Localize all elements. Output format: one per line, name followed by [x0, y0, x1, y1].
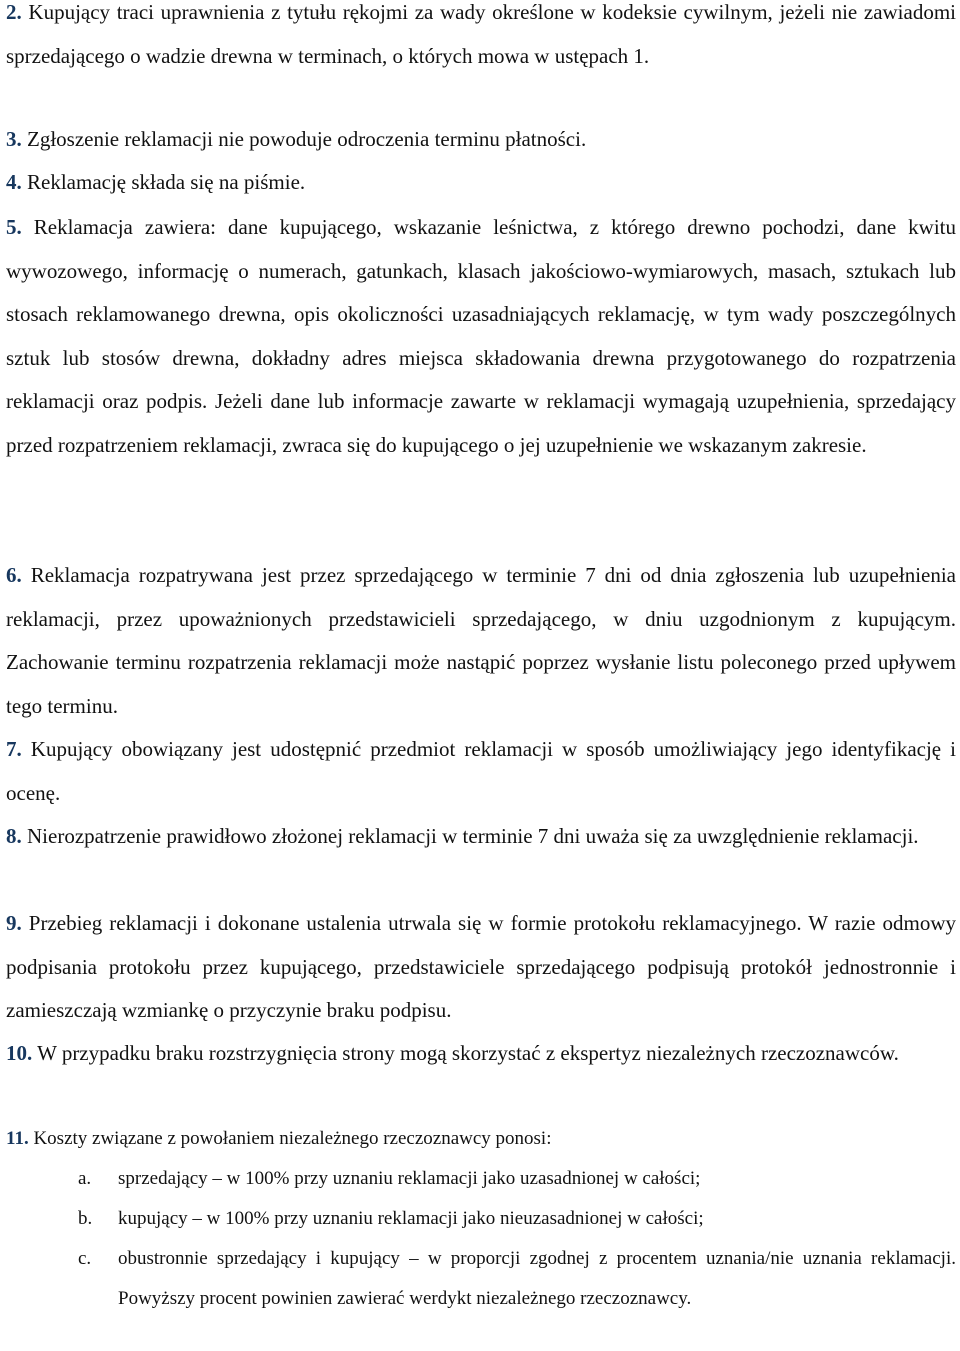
paragraph-2 [6, 0, 956, 78]
paragraph-10 [6, 1032, 956, 1076]
paragraph-number: 5. [6, 215, 22, 239]
paragraph-number: 6. [6, 563, 22, 587]
paragraph-9 [6, 902, 956, 1033]
paragraph-text: Kupujący obowiązany jest udostępnić przedmiot reklamacji w sposób umożliwiający jego identyfikację i ocenę. [6, 737, 956, 805]
paragraph-3 [6, 118, 956, 162]
paragraph-number: 10. [6, 1041, 33, 1065]
paragraph-number: 8. [6, 824, 22, 848]
paragraph-text: Reklamację składa się na piśmie. [27, 170, 306, 194]
paragraph-5 [6, 206, 956, 467]
paragraph-7 [6, 728, 956, 815]
paragraph-text: Kupujący traci uprawnienia z tytułu rękojmi za wady określone w kodeksie cywilnym, jeżeli nie zawiadomi sprzedającego o wadzie drewna w terminach, o których mowa w ustępach 1. [6, 0, 957, 68]
paragraph-text: Reklamacja zawiera: dane kupującego, wskazanie leśnictwa, z którego drewno pochodzi, dane kwitu wywozowego, informację o numerach, gatunkach, klasach jakościowo-wymiarowych, masach, sztukach lub stosach reklamowanego drewna, opis okoliczności uzasadniających reklamację, w tym wady poszczególnych sztuk lub stosów drewna, dokładny adres miejsca składowania drewna przygotowanego do rozpatrzenia reklamacji oraz podpis. Jeżeli dane lub informacje zawarte w reklamacji wymagają uzupełnienia, sprzedający przed rozpatrzeniem reklamacji, zwraca się do kupującego o jej uzupełnienie we wskazanym zakresie. [6, 215, 956, 457]
paragraph-text: Koszty związane z powołaniem niezależnego rzeczoznawcy ponosi: [33, 1128, 552, 1149]
subitem-label: b. [78, 1208, 93, 1229]
subitem-a [78, 1159, 956, 1199]
subitem-label: c. [78, 1248, 92, 1269]
paragraph-number: 4. [6, 170, 22, 194]
paragraph-number: 7. [6, 737, 22, 761]
paragraph-number: 11. [6, 1128, 29, 1149]
subitem-text: obustronnie sprzedający i kupujący – w proporcji zgodnej z procentem uznania/nie uznania reklamacji. Powyższy procent powinien zawierać werdykt niezależnego rzeczoznawcy. [118, 1248, 956, 1309]
paragraph-text: W przypadku braku rozstrzygnięcia strony mogą skorzystać z ekspertyz niezależnych rzeczoznawców. [37, 1041, 899, 1065]
paragraph-text: Zgłoszenie reklamacji nie powoduje odroczenia terminu płatności. [27, 127, 587, 151]
paragraph-4 [6, 161, 956, 205]
paragraph-11 [6, 1119, 956, 1159]
subitem-c [78, 1239, 956, 1319]
subitem-text: sprzedający – w 100% przy uznaniu reklamacji jako uzasadnionej w całości; [118, 1168, 701, 1189]
subitem-label: a. [78, 1168, 92, 1189]
paragraph-number: 9. [6, 911, 22, 935]
paragraph-6 [6, 554, 956, 728]
paragraph-text: Przebieg reklamacji i dokonane ustalenia utrwala się w formie protokołu reklamacyjnego. W razie odmowy podpisania protokołu przez kupującego, przedstawiciele sprzedającego podpisują protokół jednostronnie i zamieszczają wzmiankę o przyczynie braku podpisu. [6, 911, 956, 1022]
paragraph-text: Reklamacja rozpatrywana jest przez sprzedającego w terminie 7 dni od dnia zgłoszenia lub uzupełnienia reklamacji, przez upoważnionych przedstawicieli sprzedającego, w dniu uzgodnionym z kupującym. Zachowanie terminu rozpatrzenia reklamacji może nastąpić poprzez wysłanie listu poleconego przed upływem tego terminu. [6, 563, 957, 718]
paragraph-text: Nierozpatrzenie prawidłowo złożonej reklamacji w terminie 7 dni uważa się za uwzględnienie reklamacji. [27, 824, 919, 848]
subitem-b [78, 1199, 956, 1239]
paragraph-number: 3. [6, 127, 22, 151]
subitem-text: kupujący – w 100% przy uznaniu reklamacji jako nieuzasadnionej w całości; [118, 1208, 704, 1229]
paragraph-8 [6, 815, 956, 859]
paragraph-number: 2. [6, 0, 22, 24]
